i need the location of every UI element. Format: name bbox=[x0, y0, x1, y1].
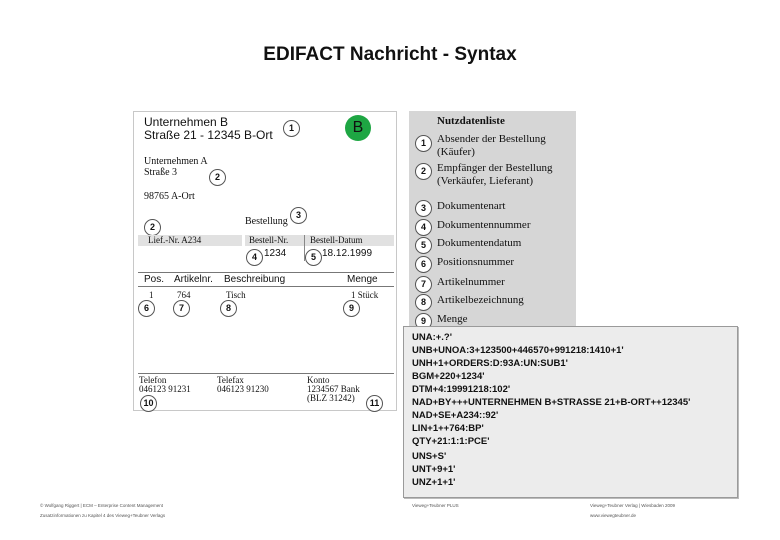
order-number: 1234 bbox=[264, 248, 287, 259]
list-item-2-line2: (Verkäufer, Lieferant) bbox=[437, 175, 534, 187]
marker-3: 3 bbox=[290, 207, 307, 224]
edifact-line: UNB+UNOA:3+123500+446570+991218:1410+1' bbox=[412, 345, 624, 356]
fax-label: Telefax bbox=[217, 375, 244, 385]
list-marker-5: 5 bbox=[415, 237, 432, 254]
fax-number: 046123 91230 bbox=[217, 384, 269, 394]
footer-publisher: Vieweg+Teubner Verlag | Wiesbaden 2009 bbox=[590, 503, 676, 508]
marker-4: 4 bbox=[246, 249, 263, 266]
marker-5: 5 bbox=[305, 249, 322, 266]
marker-7: 7 bbox=[173, 300, 190, 317]
list-marker-9: 9 bbox=[415, 313, 432, 330]
supplier-number: Lief.-Nr. A234 bbox=[148, 235, 202, 245]
account-label: Konto bbox=[307, 375, 330, 385]
col-artikel: Artikelnr. bbox=[174, 274, 213, 285]
list-item-2-line1: Empfänger der Bestellung bbox=[437, 162, 553, 174]
marker-9: 9 bbox=[343, 300, 360, 317]
edifact-line: UNS+S' bbox=[412, 451, 447, 462]
recipient-street: Straße 3 bbox=[144, 167, 178, 178]
footer-info: Zusatzinformationen zu Kapitel 4 des Vieweg+Teubner Verlags bbox=[40, 513, 166, 518]
footer-plus: Vieweg+Teubner PLUS bbox=[412, 503, 459, 508]
list-item-6: Positionsnummer bbox=[437, 256, 515, 268]
list-marker-1: 1 bbox=[415, 135, 432, 152]
col-pos: Pos. bbox=[144, 274, 165, 285]
marker-11: 11 bbox=[366, 395, 383, 412]
company-b-badge: B bbox=[345, 115, 371, 141]
recipient-name: Unternehmen A bbox=[144, 156, 208, 167]
marker-10: 10 bbox=[140, 395, 157, 412]
edifact-line: UNA:+.?' bbox=[412, 332, 452, 343]
table-header-line bbox=[138, 286, 394, 287]
sender-street: Straße 21 - 12345 B-Ort bbox=[144, 128, 273, 142]
list-marker-7: 7 bbox=[415, 276, 432, 293]
order-document bbox=[133, 111, 397, 411]
list-marker-6: 6 bbox=[415, 256, 432, 273]
document-type: Bestellung bbox=[245, 216, 288, 227]
order-date-label: Bestell-Datum bbox=[310, 235, 363, 245]
list-marker-8: 8 bbox=[415, 294, 432, 311]
list-marker-2: 2 bbox=[415, 163, 432, 180]
nutzdaten-heading: Nutzdatenliste bbox=[437, 115, 505, 127]
list-item-5: Dokumentendatum bbox=[437, 237, 522, 249]
row-pos: 1 bbox=[149, 290, 154, 300]
marker-2-recipient: 2 bbox=[209, 169, 226, 186]
edifact-line: NAD+BY+++UNTERNEHMEN B+STRASSE 21+B-ORT++12345' bbox=[412, 397, 691, 408]
footer-url: www.viewegteubner.de bbox=[590, 513, 637, 518]
list-item-9: Menge bbox=[437, 313, 468, 325]
edifact-line: UNT+9+1' bbox=[412, 464, 456, 475]
bank-code: (BLZ 31242) bbox=[307, 393, 355, 403]
phone-number: 046123 91231 bbox=[139, 384, 191, 394]
edifact-line: UNZ+1+1' bbox=[412, 477, 456, 488]
list-item-1-line2: (Käufer) bbox=[437, 146, 475, 158]
edifact-line: UNH+1+ORDERS:D:93A:UN:SUB1' bbox=[412, 358, 568, 369]
col-quantity: Menge bbox=[347, 274, 378, 285]
marker-8: 8 bbox=[220, 300, 237, 317]
footer-copyright: © Wolfgang Riggert | ECM – Enterprise Content Management bbox=[40, 503, 163, 508]
row-description: Tisch bbox=[226, 290, 246, 300]
list-item-4: Dokumentennummer bbox=[437, 219, 531, 231]
table-top-line bbox=[138, 272, 394, 273]
footer-line bbox=[138, 373, 394, 374]
order-date: 18.12.1999 bbox=[322, 248, 373, 259]
page-title: EDIFACT Nachricht - Syntax bbox=[263, 44, 517, 65]
edifact-line: QTY+21:1:1:PCE' bbox=[412, 436, 490, 447]
phone-label: Telefon bbox=[139, 375, 167, 385]
order-no-label: Bestell-Nr. bbox=[249, 235, 289, 245]
row-quantity: 1 Stück bbox=[351, 290, 379, 300]
row-artikel: 764 bbox=[177, 290, 191, 300]
col-description: Beschreibung bbox=[224, 274, 286, 285]
sender-name: Unternehmen B bbox=[144, 115, 229, 129]
list-item-7: Artikelnummer bbox=[437, 276, 505, 288]
edifact-line: NAD+SE+A234::92' bbox=[412, 410, 499, 421]
marker-1: 1 bbox=[283, 120, 300, 137]
nutzdaten-list bbox=[409, 111, 576, 331]
edifact-line: LIN+1++764:BP' bbox=[412, 423, 484, 434]
list-item-1-line1: Absender der Bestellung bbox=[437, 133, 546, 145]
list-marker-3: 3 bbox=[415, 200, 432, 217]
edifact-line: DTM+4:19991218:102' bbox=[412, 384, 511, 395]
list-item-8: Artikelbezeichnung bbox=[437, 294, 524, 306]
marker-6: 6 bbox=[138, 300, 155, 317]
edifact-line: BGM+220+1234' bbox=[412, 371, 485, 382]
list-item-3: Dokumentenart bbox=[437, 200, 506, 212]
account-number: 1234567 Bank bbox=[307, 384, 360, 394]
edifact-message bbox=[403, 326, 738, 498]
marker-2-supplier: 2 bbox=[144, 219, 161, 236]
list-marker-4: 4 bbox=[415, 219, 432, 236]
recipient-city: 98765 A-Ort bbox=[144, 191, 195, 202]
